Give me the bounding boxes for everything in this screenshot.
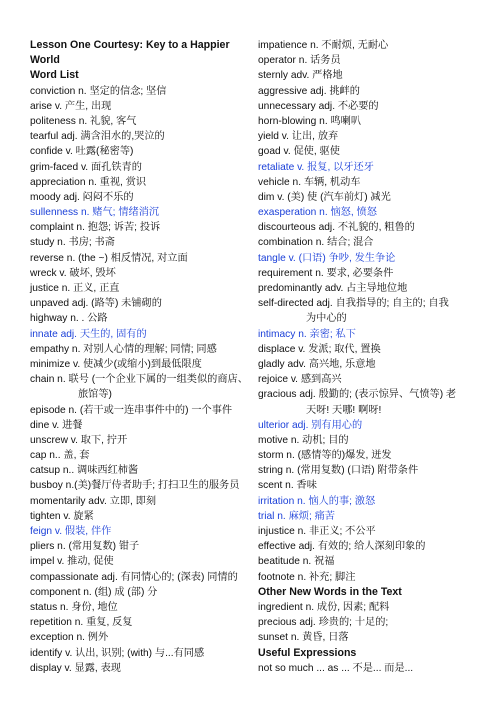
lesson-title: World [30, 54, 60, 67]
vocab-entry: highway n. . 公路 [30, 313, 108, 325]
vocab-entry: discourteous adj. 不礼貌的, 粗鲁的 [258, 222, 415, 234]
vocab-entry: gracious adj. 殷勤的; (表示惊异、气愤等) 老 [258, 389, 457, 401]
vocab-entry: not so much ... as ... 不是... 而是... [258, 662, 414, 674]
vocab-entry: appreciation n. 重视, 赏识 [30, 176, 147, 188]
vocab-entry: unpaved adj. (路等) 未铺砌的 [30, 298, 162, 310]
vocab-entry: operator n. 话务员 [258, 55, 341, 67]
vocab-entry: irritation n. 恼人的事; 激怒 [258, 495, 376, 507]
vocab-entry: busboy n.(美)餐厅侍者助手; 打扫卫生的服务员 [30, 480, 240, 492]
vocab-entry-continuation: 为中心的 [306, 313, 347, 325]
vocab-entry: grim-faced v. 面孔铁青的 [30, 161, 142, 173]
vocab-entry: tangle v. (口语) 争吵, 发生争论 [258, 252, 396, 264]
vocab-entry: beatitude n. 祝福 [258, 556, 335, 568]
vocab-entry: sullenness n. 赌气; 情绪消沉 [30, 207, 160, 219]
vocab-entry: goad v. 促使, 驱使 [258, 146, 340, 158]
vocab-entry: innate adj. 天生的, 固有的 [30, 328, 147, 340]
vocab-entry: exception n. 例外 [30, 632, 109, 644]
vocab-entry-continuation: 旅馆等) [78, 389, 112, 401]
vocab-entry: dine v. 进餐 [30, 419, 83, 431]
vocab-entry: rejoice v. 感到高兴 [258, 374, 342, 386]
vocab-entry: pliers n. (常用复数) 钳子 [30, 541, 140, 553]
vocab-entry: empathy n. 对别人心情的理解; 同情; 同感 [30, 343, 217, 355]
vocab-entry: ingredient n. 成份, 因素; 配料 [258, 601, 390, 613]
vocab-entry: retaliate v. 报复, 以牙还牙 [258, 161, 374, 173]
vocab-entry: sunset n. 黄昏, 日落 [258, 632, 349, 644]
vocab-entry: reverse n. (the ~) 相反情况, 对立面 [30, 252, 188, 264]
vocab-entry: impatience n. 不耐烦, 无耐心 [258, 40, 389, 51]
vocab-entry: requirement n. 要求, 必要条件 [258, 267, 394, 279]
vocab-entry: injustice n. 非正义; 不公平 [258, 526, 376, 537]
vocab-entry: politeness n. 礼貌, 客气 [30, 115, 137, 127]
vocab-entry: justice n. 正义, 正直 [30, 283, 120, 294]
vocab-entry: intimacy n. 亲密; 私下 [258, 328, 356, 340]
vocab-entry: study n. 书房; 书斋 [30, 237, 115, 249]
right-column [258, 38, 494, 676]
vocab-entry: unscrew v. 取下, 拧开 [30, 434, 128, 446]
vocab-entry: vehicle n. 车辆, 机动车 [258, 176, 361, 188]
vocab-entry: display v. 显露, 表现 [30, 662, 121, 674]
vocab-entry: gladly adv. 高兴地, 乐意地 [258, 358, 376, 370]
vocab-entry: repetition n. 重复, 反复 [30, 617, 133, 629]
vocab-entry: aggressive adj. 挑衅的 [258, 85, 360, 97]
vocab-entry: storm n. (感情等的)爆发, 迸发 [258, 450, 392, 462]
vocab-entry: footnote n. 补充; 脚注 [258, 571, 356, 583]
vocab-entry: compassionate adj. 有同情心的; (深表) 同情的 [30, 571, 238, 583]
vocab-entry: exasperation n. 恼怒, 愤怒 [258, 207, 377, 219]
vocab-entry: tearful adj. 满含泪水的,哭泣的 [30, 131, 165, 143]
vocab-entry: predominantly adv. 占主导地位地 [258, 283, 408, 294]
vocab-entry: arise v. 产生, 出现 [30, 100, 112, 112]
vocab-entry: impel v. 推动, 促使 [30, 556, 114, 568]
vocab-entry: cap n.. 盖, 套 [30, 450, 90, 462]
vocab-entry: complaint n. 抱怨; 诉苦; 投诉 [30, 222, 161, 234]
vocab-entry: conviction n. 坚定的信念; 坚信 [30, 85, 167, 97]
vocab-entry: combination n. 结合; 混合 [258, 237, 374, 249]
vocab-entry: unnecessary adj. 不必要的 [258, 100, 379, 112]
vocab-entry: minimize v. 使减少(或缩小)到最低限度 [30, 358, 202, 370]
vocab-entry: moody adj. 闷闷不乐的 [30, 191, 134, 203]
vocab-entry: wreck v. 破坏, 毁坏 [30, 267, 116, 279]
vocab-entry: ulterior adj. 别有用心的 [258, 419, 363, 431]
vocab-entry: trial n. 麻烦; 痛苦 [258, 510, 335, 522]
vocab-entry: sternly adv. 严格地 [258, 70, 343, 82]
vocab-entry: momentarily adv. 立即, 即刻 [30, 495, 157, 507]
vocab-entry: self-directed adj. 自我指导的; 自主的; 自我 [258, 298, 449, 310]
vocab-entry: status n. 身份, 地位 [30, 601, 118, 613]
lesson-title: Lesson One Courtesy: Key to a Happier [30, 39, 230, 51]
vocab-entry: effective adj. 有效的; 给人深刻印象的 [258, 541, 426, 553]
vocab-entry-continuation: 天呀! 天哪! 啊呀! [306, 404, 382, 416]
vocab-entry: motive n. 动机; 目的 [258, 434, 349, 446]
vocab-entry: string n. (常用复数) (口语) 附带条件 [258, 465, 419, 477]
vocab-entry: confide v. 吐露(秘密等) [30, 146, 134, 158]
section-heading: Useful Expressions [258, 646, 357, 659]
vocab-entry: displace v. 发派; 取代, 置换 [258, 343, 381, 355]
vocab-entry: scent n. 香味 [258, 480, 317, 492]
vocab-entry: tighten v. 旋紧 [30, 510, 94, 522]
vocab-entry: dim v. (美) 使 (汽车前灯) 减光 [258, 191, 391, 203]
vocab-entry: component n. (组) 成 (部) 分 [30, 586, 158, 598]
section-heading: Word List [30, 69, 79, 82]
vocab-entry: identify v. 认出, 识别; (with) 与...有同感 [30, 647, 205, 659]
section-heading: Other New Words in the Text [258, 585, 402, 598]
vocab-entry: yield v. 让出, 放弃 [258, 131, 339, 143]
vocab-entry: episode n. (若干或一连串事件中的) 一个事件 [30, 404, 233, 416]
vocab-entry: chain n. 联号 (一个企业下属的一组类似的商店、 [30, 374, 248, 386]
vocab-entry: feign v. 假装, 伴作 [30, 526, 112, 537]
vocab-entry: catsup n.. 调味西红柿酱 [30, 465, 139, 477]
vocab-entry: precious adj. 珍贵的; 十足的; [258, 617, 389, 629]
vocab-entry: horn-blowing n. 鸣喇叭 [258, 115, 362, 127]
left-column [30, 38, 252, 676]
